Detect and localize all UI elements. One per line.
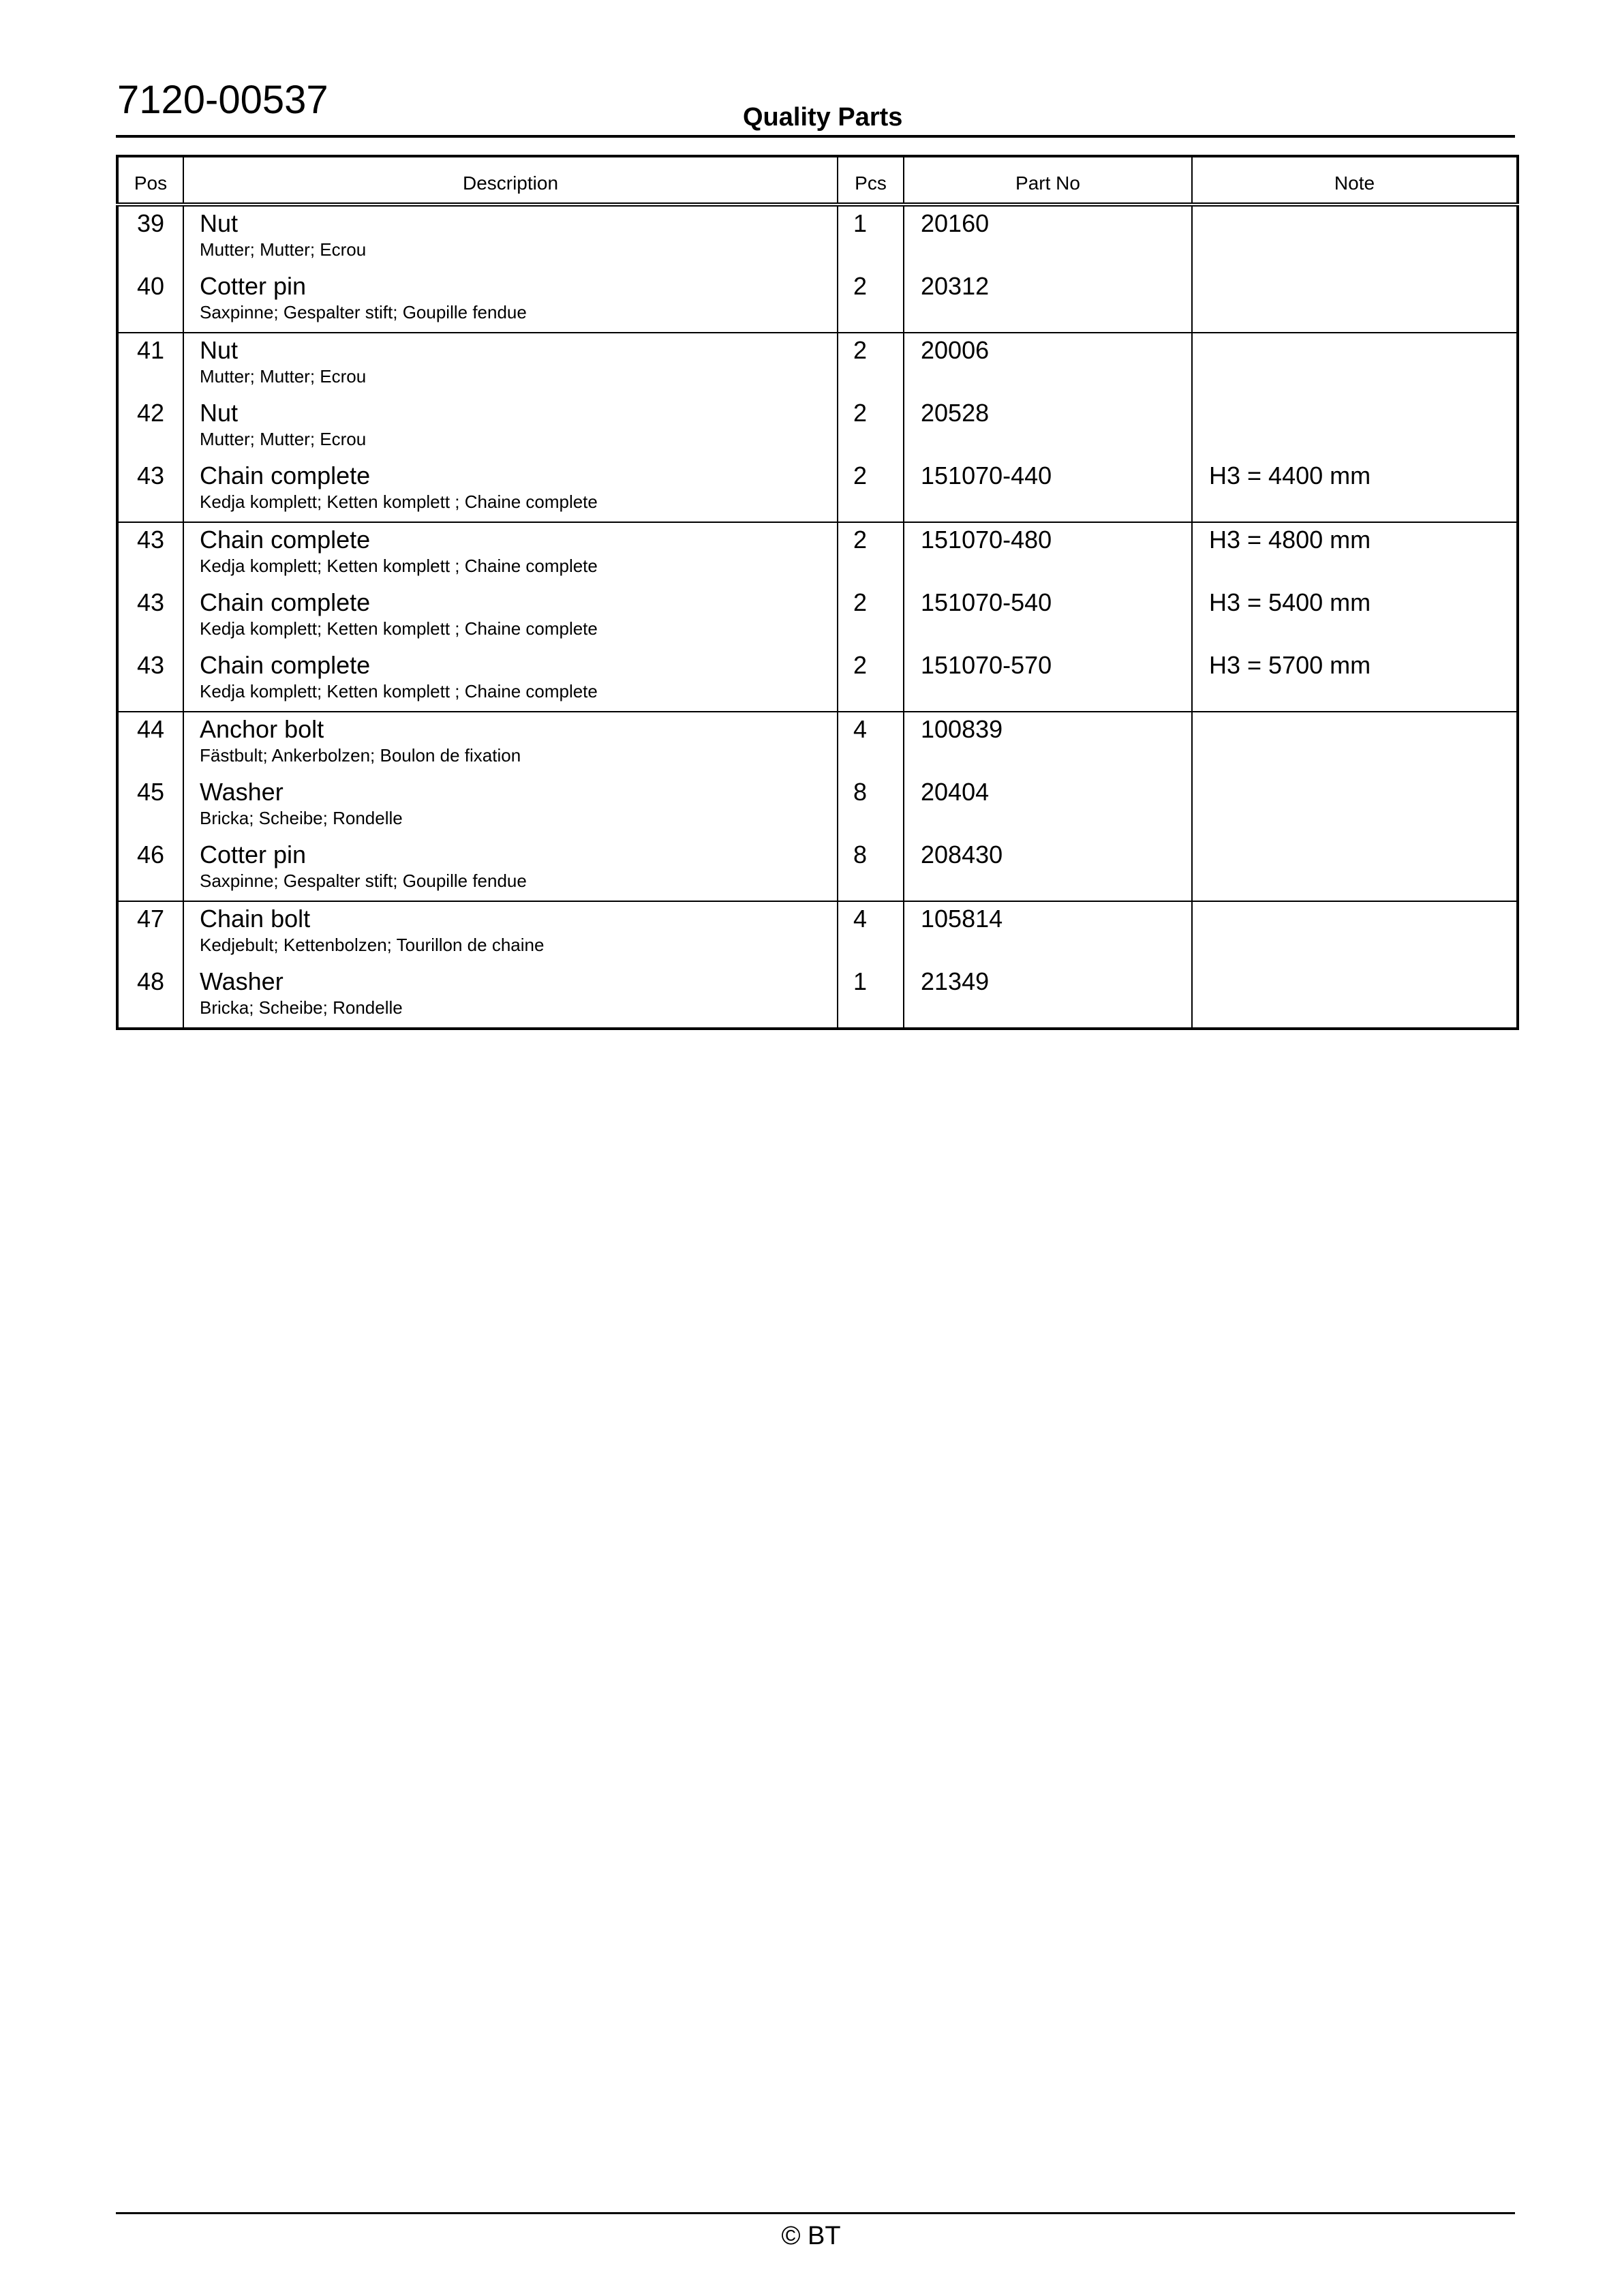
description-cell [183,459,838,522]
part-name: Chain complete [200,588,371,616]
part-number-cell: 151070-440 [904,459,1192,522]
pcs-cell: 2 [838,333,904,396]
part-translations: Mutter; Mutter; Ecrou [200,366,367,387]
pcs-cell: 2 [838,269,904,333]
pcs-cell: 8 [838,775,904,838]
part-name: Washer [200,967,284,995]
note-cell [1192,838,1518,901]
part-number-cell: 208430 [904,838,1192,901]
parts-table [116,155,1519,1030]
parts-table-body [117,205,1518,1029]
part-name: Nut [200,336,239,364]
description-cell [183,522,838,586]
part-name: Nut [200,399,239,427]
pos-cell: 39 [117,205,183,269]
part-translations: Kedja komplett; Ketten komplett ; Chaine complete [200,556,598,576]
table-row [117,775,1518,838]
pcs-cell: 4 [838,901,904,965]
pos-cell: 44 [117,712,183,775]
pos-cell: 46 [117,838,183,901]
footer-divider [116,2212,1515,2214]
description-cell [183,269,838,333]
description-cell [183,901,838,965]
description-cell [183,712,838,775]
pos-cell: 40 [117,269,183,333]
table-row [117,522,1518,586]
part-number-cell: 100839 [904,712,1192,775]
table-row [117,333,1518,396]
part-number-cell: 21349 [904,965,1192,1029]
column-header-part-no: Part No [904,156,1192,205]
description-cell [183,775,838,838]
table-header-row [117,156,1518,205]
note-cell [1192,965,1518,1029]
column-header-pcs: Pcs [838,156,904,205]
note-cell [1192,901,1518,965]
part-number-cell: 20528 [904,396,1192,459]
part-name: Washer [200,778,284,806]
note-cell: H3 = 4400 mm [1192,459,1518,522]
part-translations: Saxpinne; Gespalter stift; Goupille fendue [200,302,527,322]
pcs-cell: 1 [838,205,904,269]
description-cell [183,838,838,901]
part-name: Chain complete [200,526,371,554]
part-translations: Kedjebult; Kettenbolzen; Tourillon de chaine [200,935,545,955]
table-row [117,205,1518,269]
table-row [117,838,1518,901]
note-cell [1192,396,1518,459]
part-name: Cotter pin [200,841,307,868]
part-number-cell: 151070-570 [904,648,1192,712]
column-header-note: Note [1192,156,1518,205]
description-cell [183,965,838,1029]
table-row [117,901,1518,965]
table-row [117,459,1518,522]
part-name: Cotter pin [200,272,307,300]
column-header-description: Description [183,156,838,205]
part-name: Nut [200,209,239,237]
part-translations: Kedja komplett; Ketten komplett ; Chaine complete [200,618,598,639]
pcs-cell: 1 [838,965,904,1029]
pos-cell: 42 [117,396,183,459]
part-translations: Fästbult; Ankerbolzen; Boulon de fixation [200,745,521,766]
pos-cell: 43 [117,522,183,586]
part-number-cell: 20312 [904,269,1192,333]
header-divider [116,135,1515,138]
document-number: 7120-00537 [117,78,328,122]
description-cell [183,648,838,712]
part-name: Anchor bolt [200,715,324,743]
pcs-cell: 2 [838,459,904,522]
note-cell: H3 = 5400 mm [1192,586,1518,648]
pos-cell: 43 [117,586,183,648]
part-translations: Kedja komplett; Ketten komplett ; Chaine complete [200,681,598,701]
table-row [117,269,1518,333]
note-cell [1192,775,1518,838]
page-title: Quality Parts [743,103,903,132]
table-row [117,712,1518,775]
part-number-cell: 105814 [904,901,1192,965]
table-row [117,648,1518,712]
part-number-cell: 20404 [904,775,1192,838]
note-cell [1192,205,1518,269]
part-translations: Bricka; Scheibe; Rondelle [200,997,403,1018]
note-cell [1192,269,1518,333]
note-cell [1192,712,1518,775]
part-number-cell: 151070-480 [904,522,1192,586]
pos-cell: 47 [117,901,183,965]
part-name: Chain bolt [200,905,311,933]
pos-cell: 43 [117,648,183,712]
part-number-cell: 151070-540 [904,586,1192,648]
pos-cell: 41 [117,333,183,396]
part-name: Chain complete [200,462,371,489]
description-cell [183,586,838,648]
copyright-notice: © BT [781,2222,841,2250]
part-translations: Mutter; Mutter; Ecrou [200,239,367,260]
table-row [117,965,1518,1029]
description-cell [183,333,838,396]
pcs-cell: 2 [838,522,904,586]
table-row [117,586,1518,648]
pcs-cell: 2 [838,586,904,648]
part-translations: Saxpinne; Gespalter stift; Goupille fendue [200,871,527,891]
pcs-cell: 4 [838,712,904,775]
note-cell [1192,333,1518,396]
description-cell [183,396,838,459]
part-number-cell: 20160 [904,205,1192,269]
pos-cell: 45 [117,775,183,838]
part-number-cell: 20006 [904,333,1192,396]
part-name: Chain complete [200,651,371,679]
pos-cell: 43 [117,459,183,522]
pcs-cell: 8 [838,838,904,901]
part-translations: Kedja komplett; Ketten komplett ; Chaine complete [200,492,598,512]
description-cell [183,205,838,269]
pcs-cell: 2 [838,648,904,712]
pcs-cell: 2 [838,396,904,459]
table-row [117,396,1518,459]
part-translations: Mutter; Mutter; Ecrou [200,429,367,449]
part-translations: Bricka; Scheibe; Rondelle [200,808,403,828]
note-cell: H3 = 4800 mm [1192,522,1518,586]
column-header-pos: Pos [117,156,183,205]
note-cell: H3 = 5700 mm [1192,648,1518,712]
pos-cell: 48 [117,965,183,1029]
